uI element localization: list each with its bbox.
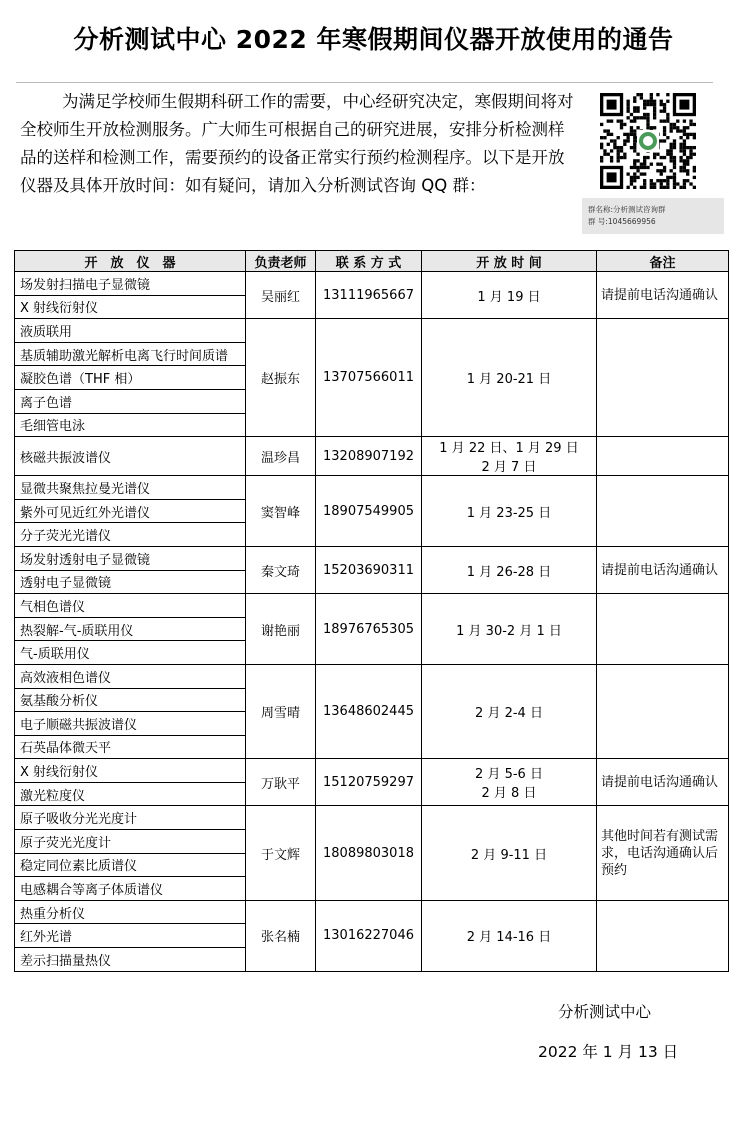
instrument-cell: 透射电子显微镜: [15, 570, 246, 594]
instrument-cell: 红外光谱: [15, 924, 246, 948]
table-row: [15, 664, 729, 688]
instrument-cell: 差示扫描量热仪: [15, 948, 246, 972]
phone-cell: 13648602445: [316, 664, 422, 758]
note-cell: [597, 476, 729, 547]
table-row: [15, 900, 729, 924]
instrument-cell: X 射线衍射仪: [15, 759, 246, 783]
phone-cell: 13707566011: [316, 319, 422, 437]
note-cell: [597, 664, 729, 758]
note-cell: 请提前电话沟通确认: [597, 272, 729, 319]
phone-cell: 18976765305: [316, 594, 422, 665]
phone-cell: 13208907192: [316, 437, 422, 476]
teacher-cell: 吴丽红: [246, 272, 316, 319]
qq-group-qr-code: [600, 93, 696, 189]
header-open-time: 开 放 时 间: [422, 251, 597, 272]
table-row: [15, 476, 729, 500]
qq-group-name: 群名称:分析测试咨询群: [588, 205, 666, 214]
table-row: [15, 594, 729, 618]
note-cell: 其他时间若有测试需求，电话沟通确认后预约: [597, 806, 729, 900]
instrument-cell: 石英晶体微天平: [15, 735, 246, 759]
time-cell: 2 月 2-4 日: [422, 664, 597, 758]
table-row: [15, 272, 729, 296]
instrument-cell: 紫外可见近红外光谱仪: [15, 499, 246, 523]
time-cell: 1 月 23-25 日: [422, 476, 597, 547]
teacher-cell: 于文辉: [246, 806, 316, 900]
time-cell: 1 月 20-21 日: [422, 319, 597, 437]
header-note: 备注: [597, 251, 729, 272]
instrument-cell: 毛细管电泳: [15, 413, 246, 437]
header-teacher: 负责老师: [246, 251, 316, 272]
phone-cell: 13111965667: [316, 272, 422, 319]
time-cell: 1 月 22 日、1 月 29 日 2 月 7 日: [422, 437, 597, 476]
title-divider: [16, 82, 713, 83]
time-cell: 2 月 9-11 日: [422, 806, 597, 900]
instrument-cell: 原子荧光光度计: [15, 830, 246, 854]
time-cell: 2 月 5-6 日 2 月 8 日: [422, 759, 597, 806]
phone-cell: 15203690311: [316, 546, 422, 593]
time-cell: 1 月 26-28 日: [422, 546, 597, 593]
instrument-cell: 电子顺磁共振波谱仪: [15, 712, 246, 736]
instrument-cell: 氨基酸分析仪: [15, 688, 246, 712]
instrument-cell: 气相色谱仪: [15, 594, 246, 618]
instrument-cell: 凝胶色谱（THF 相）: [15, 366, 246, 390]
instrument-cell: 离子色谱: [15, 389, 246, 413]
instrument-cell: 激光粒度仪: [15, 782, 246, 806]
table-row: [15, 546, 729, 570]
note-cell: [597, 900, 729, 971]
qr-caption: [582, 198, 724, 234]
note-cell: [597, 594, 729, 665]
time-cell: 2 月 14-16 日: [422, 900, 597, 971]
page-title: 分析测试中心 2022 年寒假期间仪器开放使用的通告: [73, 25, 674, 54]
header-contact: 联 系 方 式: [316, 251, 422, 272]
teacher-cell: 谢艳丽: [246, 594, 316, 665]
intro-paragraph: 为满足学校师生假期科研工作的需要，中心经研究决定，寒假期间将对全校师生开放检测服务。广大师生可根据自己的研究进展，安排分析检测样品的送样和检测工作，需要预约的设备正常实行预约检测程序。以下是开放仪器及具体开放时间：如有疑问，请加入分析测试咨询 QQ 群：: [20, 92, 574, 195]
instrument-cell: 原子吸收分光光度计: [15, 806, 246, 830]
phone-cell: 15120759297: [316, 759, 422, 806]
teacher-cell: 窦智峰: [246, 476, 316, 547]
table-row: [15, 319, 729, 343]
note-cell: [597, 437, 729, 476]
header-instrument: 开 放 仪 器: [15, 251, 246, 272]
instrument-cell: 场发射扫描电子显微镜: [15, 272, 246, 296]
phone-cell: 18907549905: [316, 476, 422, 547]
teacher-cell: 周雪晴: [246, 664, 316, 758]
teacher-cell: 万耿平: [246, 759, 316, 806]
instrument-cell: 高效液相色谱仪: [15, 664, 246, 688]
instrument-schedule-table: [14, 250, 729, 972]
teacher-cell: 张名楠: [246, 900, 316, 971]
teacher-cell: 赵振东: [246, 319, 316, 437]
note-cell: 请提前电话沟通确认: [597, 759, 729, 806]
instrument-cell: 热裂解-气-质联用仪: [15, 617, 246, 641]
table-row: [15, 437, 729, 476]
instrument-cell: 显微共聚焦拉曼光谱仪: [15, 476, 246, 500]
note-cell: 请提前电话沟通确认: [597, 546, 729, 593]
instrument-cell: 气-质联用仪: [15, 641, 246, 665]
footer-org: 分析测试中心: [558, 1003, 652, 1021]
instrument-cell: 稳定同位素比质谱仪: [15, 853, 246, 877]
instrument-cell: 场发射透射电子显微镜: [15, 546, 246, 570]
instrument-cell: 电感耦合等离子体质谱仪: [15, 877, 246, 901]
phone-cell: 13016227046: [316, 900, 422, 971]
phone-cell: 18089803018: [316, 806, 422, 900]
instrument-cell: 分子荧光光谱仪: [15, 523, 246, 547]
instrument-cell: 核磁共振波谱仪: [15, 437, 246, 476]
teacher-cell: 秦文琦: [246, 546, 316, 593]
instrument-cell: 热重分析仪: [15, 900, 246, 924]
time-cell: 1 月 19 日: [422, 272, 597, 319]
table-header-row: [15, 251, 729, 272]
table-row: [15, 759, 729, 783]
time-cell: 1 月 30-2 月 1 日: [422, 594, 597, 665]
instrument-cell: X 射线衍射仪: [15, 295, 246, 319]
instrument-cell: 基质辅助激光解析电离飞行时间质谱: [15, 342, 246, 366]
note-cell: [597, 319, 729, 437]
qq-group-number: 群 号:1045669956: [588, 217, 656, 226]
footer-date: 2022 年 1 月 13 日: [538, 1043, 679, 1061]
instrument-cell: 液质联用: [15, 319, 246, 343]
teacher-cell: 温珍昌: [246, 437, 316, 476]
table-row: [15, 806, 729, 830]
